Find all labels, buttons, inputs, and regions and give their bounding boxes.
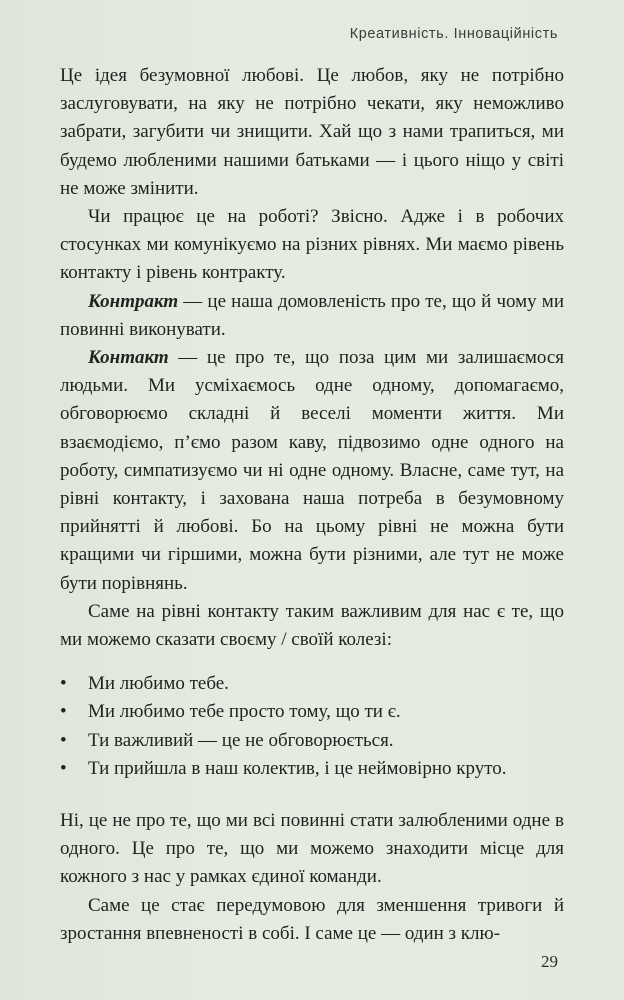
list-item-text: Ми любимо тебе. <box>88 673 229 695</box>
list-item <box>60 727 564 755</box>
paragraph-anxiety: Саме це стає передумовою для зменшення тривоги й зростання впевненості в собі. І саме це — один з клю- <box>60 894 564 944</box>
bullet-icon: • <box>60 729 67 751</box>
list-item <box>60 670 564 698</box>
list-item <box>60 755 564 783</box>
running-head: Креативність. Інноваційність <box>349 26 558 42</box>
paragraph-contract <box>60 288 564 344</box>
contact-definition: — це про те, що поза цим ми залишаємося людьми. Ми усміхаємось одне одному, допомагаємо, обговорюємо складні й веселі моменти життя. Ми взаємодіємо, п’ємо разом каву, підвозимо одне одного на роботу, симпатизуємо чи ні одне одному. Власне, саме тут, на рівні контакту, і захована наша потреба в безумовному прийнятті й любові. Бо на цьому рівні не можна бути кращими чи гіршими, можна бути різними, але тут не може бути порівнянь. <box>60 347 564 594</box>
term-contract: Контракт <box>88 290 179 312</box>
list-item-text: Ти важливий — це не обговорюється. <box>88 729 394 751</box>
paragraph-contact <box>60 344 564 598</box>
bullet-icon: • <box>60 673 67 695</box>
bullet-icon: • <box>60 701 67 723</box>
body-text <box>60 62 564 948</box>
paragraph-unconditional-love: Це ідея безумовної любові. Це любов, яку не потрібно заслуговувати, на яку не потрібно чекати, яку неможливо забрати, загубити чи знищити. Хай що з нами трапиться, ми будемо любленими нашими батьками — і цього ніщо у світі не може змінити. <box>60 65 564 199</box>
page-number: 29 <box>541 952 558 971</box>
term-contact: Контакт <box>88 347 169 369</box>
list-item <box>60 698 564 726</box>
paragraph-what-to-say: Саме на рівні контакту таким важливим для нас є те, що ми можемо сказати своєму / своїй колезі: <box>60 600 564 651</box>
paragraph-work-levels: Чи працює це на роботі? Звісно. Адже і в робочих стосунках ми комунікуємо на різних рівнях. Ми маємо рівень контакту і рівень контракту. <box>60 206 564 284</box>
bullet-list <box>60 670 564 783</box>
contract-definition: — це наша домовленість про те, що й чому ми повинні виконувати. <box>60 290 564 340</box>
list-item-text: Ми любимо тебе просто тому, що ти є. <box>88 701 401 723</box>
paragraph-not-about-love: Ні, це не про те, що ми всі повинні стати залюбленими одне в одного. Це про те, що ми можемо знаходити місце для кожного з нас у рамках єдиної команди. <box>60 810 564 888</box>
list-item-text: Ти прийшла в наш колектив, і це неймовірно круто. <box>88 757 507 779</box>
bullet-icon: • <box>60 757 67 779</box>
